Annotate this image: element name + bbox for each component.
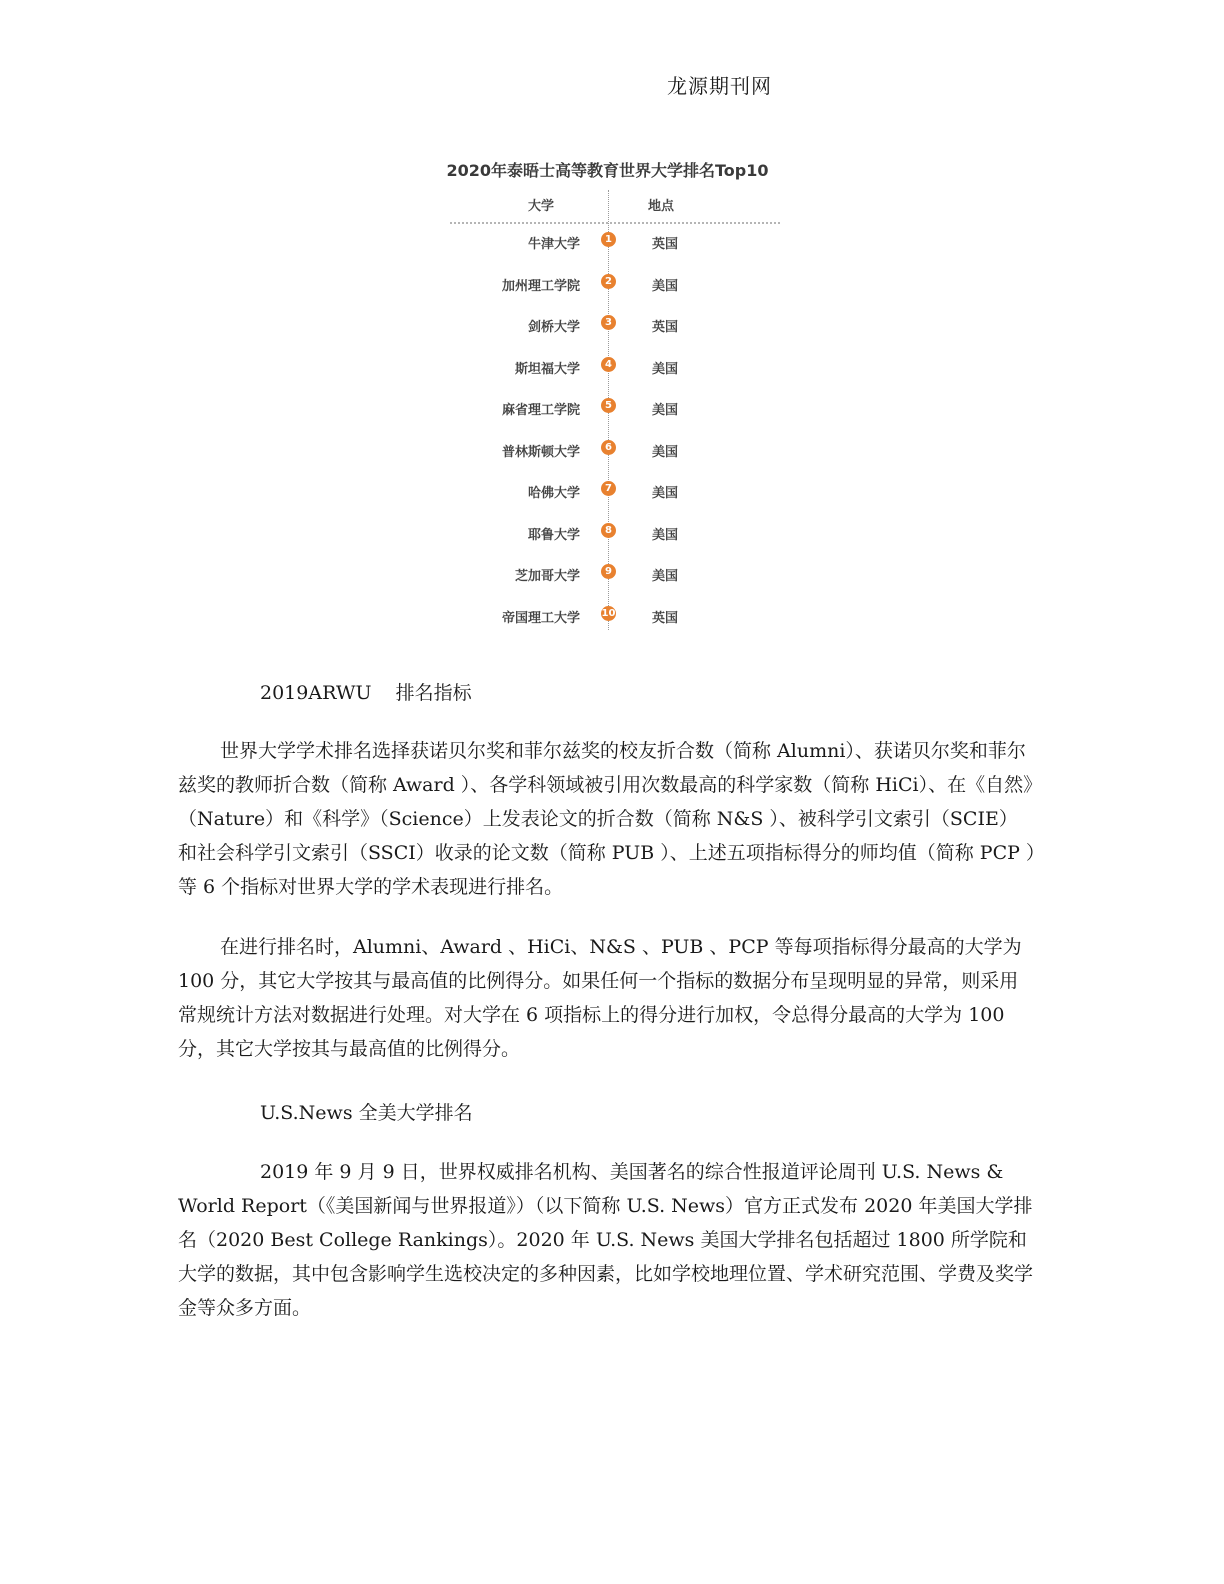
rank-badge: 4	[601, 357, 616, 372]
university-name: 剑桥大学	[527, 320, 580, 335]
location-name: 美国	[652, 361, 679, 377]
location-name: 英国	[652, 320, 679, 335]
location-name: 美国	[652, 403, 679, 418]
university-name: 加州理工学院	[501, 278, 580, 294]
usnews-heading: U.S.News 全美大学排名	[260, 1102, 473, 1124]
university-name: 牛津大学	[527, 237, 580, 252]
rank-badge: 3	[601, 315, 616, 330]
rank-badge: 7	[601, 481, 616, 496]
arwu-paragraph-2-text: 在进行排名时，Alumni、Award 、HiCi、N&S 、PUB 、PCP 等每项指标得分最高的大学为 100 分，其它大学按其与最高值的比例得分。如果任何一个指标的数据分布呈现明显的异常，则采用常规统计方法对数据进行处理。对大学在 6 项指标上的得分进行加权，令总得分最高的大学为 100 分，其它大学按其与最高值的比例得分。	[178, 936, 1022, 1060]
location-name: 美国	[652, 486, 679, 501]
header-divider	[450, 222, 780, 224]
ranking-row	[430, 396, 790, 418]
university-name: 哈佛大学	[527, 486, 580, 501]
arwu-heading: 2019ARWU 排名指标	[260, 682, 472, 704]
university-name: 芝加哥大学	[514, 569, 580, 584]
location-name: 美国	[652, 527, 679, 543]
column-header-location: 地点	[648, 199, 675, 214]
university-name: 麻省理工学院	[501, 403, 580, 418]
location-name: 美国	[652, 569, 679, 584]
usnews-paragraph-1	[178, 1155, 1036, 1325]
ranking-row	[430, 355, 790, 377]
location-name: 美国	[652, 444, 679, 460]
column-header-university: 大学	[528, 199, 555, 214]
rank-badge: 9	[601, 564, 616, 579]
ranking-row	[430, 479, 790, 501]
ranking-row	[430, 313, 790, 335]
university-name: 耶鲁大学	[527, 527, 580, 543]
arwu-paragraph-2	[178, 930, 1036, 1066]
rank-badge: 2	[601, 274, 616, 289]
usnews-paragraph-1-text: 2019 年 9 月 9 日，世界权威排名机构、美国著名的综合性报道评论周刊 U.S. News & World Report（《美国新闻与世界报道》）（以下简称 U.S. News）官方正式发布 2020 年美国大学排名（2020 Best College Rankings）。2020 年 U.S. News 美国大学排名包括超过 1800 所学院和大学的数据，其中包含影响学生选校决定的多种因素，比如学校地理位置、学术研究范围、学费及奖学金等众多方面。	[178, 1161, 1034, 1319]
ranking-row	[430, 438, 790, 460]
ranking-row	[430, 521, 790, 543]
ranking-figure	[430, 155, 790, 635]
figure-title: 2020年泰晤士高等教育世界大学排名Top10	[446, 161, 769, 180]
rank-badge: 10	[601, 607, 616, 619]
location-name: 美国	[652, 278, 679, 294]
rank-badge: 1	[601, 232, 616, 247]
arwu-paragraph-1	[178, 734, 1036, 904]
location-name: 英国	[652, 610, 679, 626]
university-name: 帝国理工大学	[501, 610, 580, 626]
rank-badge: 5	[601, 398, 616, 413]
arwu-paragraph-1-text: 世界大学学术排名选择获诺贝尔奖和菲尔兹奖的校友折合数（简称 Alumni）、获诺贝尔奖和菲尔兹奖的教师折合数（简称 Award ）、各学科领域被引用次数最高的科学家数（简称 HiCi）、在《自然》（Nature）和《科学》（Science）上发表论文的折合数（简称 N&S ）、被科学引文索引（SCIE）和社会科学引文索引（SSCI）收录的论文数（简称 PUB ）、上述五项指标得分的师均值（简称 PCP ）等 6 个指标对世界大学的学术表现进行排名。	[178, 740, 1036, 898]
university-name: 普林斯顿大学	[501, 444, 580, 460]
ranking-row	[430, 562, 790, 584]
university-name: 斯坦福大学	[514, 361, 580, 377]
ranking-row	[430, 272, 790, 294]
ranking-row	[430, 230, 790, 252]
location-name: 英国	[652, 237, 679, 252]
ranking-row	[430, 604, 790, 626]
rank-badge: 6	[601, 440, 616, 455]
journal-site-name: 龙源期刊网	[667, 74, 772, 98]
rank-badge: 8	[601, 523, 616, 538]
